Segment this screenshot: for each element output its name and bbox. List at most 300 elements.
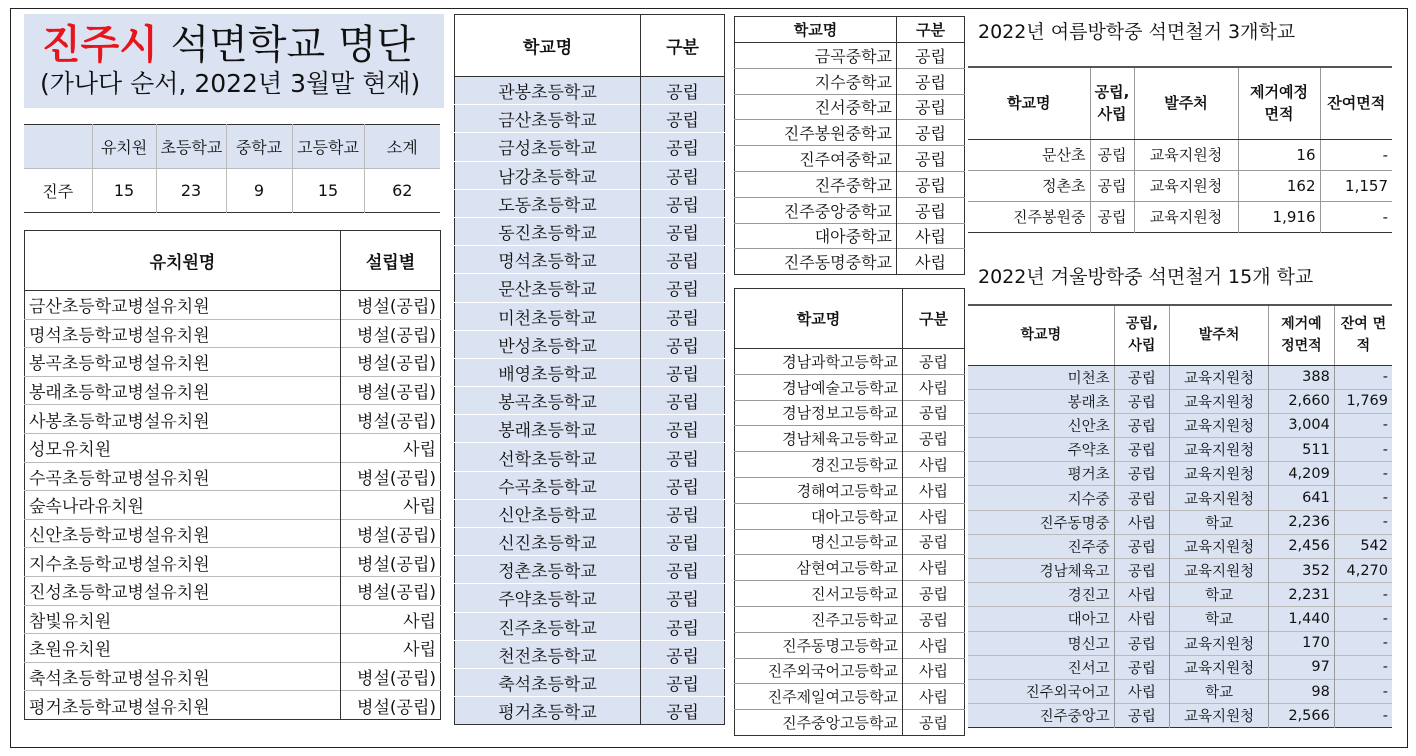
- winter-row: [968, 462, 1392, 486]
- elementary-cell: 축석초등학교: [455, 668, 641, 696]
- middle-cell: 진주여중학교: [735, 146, 897, 172]
- winter-row: [968, 679, 1392, 703]
- kindergarten-row: [25, 605, 441, 634]
- summer-cell: 교육지원청: [1134, 139, 1238, 170]
- summer-cell: 정촌초: [968, 170, 1090, 201]
- kindergarten-row: [25, 376, 441, 405]
- summary-cell: 9: [226, 169, 292, 213]
- elementary-row: [455, 161, 725, 189]
- high-row: [735, 555, 965, 581]
- winter-cell: -: [1334, 583, 1392, 607]
- winter-cell: 1,440: [1268, 607, 1334, 631]
- high-cell: 공립: [903, 349, 965, 375]
- high-row: [735, 477, 965, 503]
- summer-cell: 16: [1238, 139, 1320, 170]
- winter-cell: 4,270: [1334, 559, 1392, 583]
- winter-cell: 교육지원청: [1170, 389, 1269, 413]
- winter-row: [968, 438, 1392, 462]
- elementary-row: [455, 640, 725, 668]
- middle-row: [735, 94, 965, 120]
- winter-header-cell: 잔여 면적: [1334, 305, 1392, 365]
- title-text: 석면학교 명단: [157, 22, 416, 68]
- kindergarten-row: [25, 519, 441, 548]
- winter-cell: 공립: [1114, 389, 1170, 413]
- kindergarten-cell: 병설(공립): [341, 405, 441, 434]
- high-cell: 공립: [903, 426, 965, 452]
- high-row: [735, 426, 965, 452]
- summer-header-cell: 잔여면적: [1320, 67, 1392, 139]
- elementary-header-cell: 구분: [641, 15, 725, 77]
- high-cell: 경남과학고등학교: [735, 349, 903, 375]
- middle-cell: 사립: [897, 249, 965, 275]
- summer-row: [968, 139, 1392, 170]
- elementary-cell: 공립: [641, 189, 725, 217]
- winter-cell: 미천초: [968, 365, 1114, 389]
- winter-cell: -: [1334, 365, 1392, 389]
- high-row: [735, 658, 965, 684]
- winter-cell: 641: [1268, 486, 1334, 510]
- winter-cell: -: [1334, 462, 1392, 486]
- winter-cell: 2,660: [1268, 389, 1334, 413]
- winter-row: [968, 655, 1392, 679]
- winter-row: [968, 607, 1392, 631]
- middle-row: [735, 223, 965, 249]
- high-cell: 진주중앙고등학교: [735, 710, 903, 736]
- kindergarten-row: [25, 491, 441, 520]
- summer-cell: 공립: [1090, 201, 1134, 232]
- summary-header-cell: 초등학교: [156, 125, 226, 169]
- kindergarten-row: [25, 319, 441, 348]
- middle-cell: 공립: [897, 197, 965, 223]
- high-cell: 진주동명고등학교: [735, 632, 903, 658]
- high-row: [735, 503, 965, 529]
- winter-cell: 대아고: [968, 607, 1114, 631]
- elementary-cell: 봉곡초등학교: [455, 387, 641, 415]
- winter-header-cell: 발주처: [1170, 305, 1269, 365]
- high-cell: 진서고등학교: [735, 581, 903, 607]
- high-row: [735, 400, 965, 426]
- elementary-cell: 공립: [641, 415, 725, 443]
- kindergarten-row: [25, 291, 441, 320]
- high-cell: 공립: [903, 606, 965, 632]
- high-cell: 명신고등학교: [735, 529, 903, 555]
- elementary-cell: 공립: [641, 105, 725, 133]
- high-cell: 대아고등학교: [735, 503, 903, 529]
- winter-cell: 교육지원청: [1170, 704, 1269, 728]
- winter-cell: 542: [1334, 534, 1392, 558]
- middle-header-cell: 구분: [897, 17, 965, 43]
- middle-cell: 공립: [897, 146, 965, 172]
- elementary-row: [455, 499, 725, 527]
- high-cell: 경진고등학교: [735, 452, 903, 478]
- winter-cell: 평거초: [968, 462, 1114, 486]
- kindergarten-header-cell: 설립별: [341, 231, 441, 291]
- high-cell: 공립: [903, 400, 965, 426]
- winter-cell: 교육지원청: [1170, 559, 1269, 583]
- high-cell: 경남정보고등학교: [735, 400, 903, 426]
- kindergarten-row: [25, 405, 441, 434]
- kindergarten-cell: 사립: [341, 634, 441, 663]
- elementary-cell: 신진초등학교: [455, 528, 641, 556]
- middle-cell: 진주동명중학교: [735, 249, 897, 275]
- middle-cell: 공립: [897, 94, 965, 120]
- summer-header-cell: 공립, 사립: [1090, 67, 1134, 139]
- winter-header-cell: 학교명: [968, 305, 1114, 365]
- high-row: [735, 374, 965, 400]
- summer-cell: 진주봉원중: [968, 201, 1090, 232]
- elementary-row: [455, 217, 725, 245]
- elementary-cell: 공립: [641, 217, 725, 245]
- winter-cell: 공립: [1114, 413, 1170, 437]
- summer-cell: 공립: [1090, 170, 1134, 201]
- winter-cell: 98: [1268, 679, 1334, 703]
- elementary-cell: 공립: [641, 302, 725, 330]
- winter-header-row: [968, 305, 1392, 365]
- winter-cell: 511: [1268, 438, 1334, 462]
- kindergarten-cell: 신안초등학교병설유치원: [25, 519, 341, 548]
- elementary-cell: 진주초등학교: [455, 612, 641, 640]
- kindergarten-table: [24, 230, 441, 720]
- winter-cell: 3,004: [1268, 413, 1334, 437]
- winter-cell: 경진고: [968, 583, 1114, 607]
- elementary-cell: 주약초등학교: [455, 584, 641, 612]
- kindergarten-cell: 병설(공립): [341, 462, 441, 491]
- high-table: [734, 288, 965, 736]
- middle-cell: 사립: [897, 223, 965, 249]
- winter-cell: 공립: [1114, 486, 1170, 510]
- high-cell: 진주제일여고등학교: [735, 684, 903, 710]
- elementary-row: [455, 668, 725, 696]
- winter-caption: 2022년 겨울방학중 석면철거 15개 학교: [978, 266, 1314, 288]
- elementary-cell: 관봉초등학교: [455, 77, 641, 105]
- kindergarten-cell: 봉곡초등학교병설유치원: [25, 348, 341, 377]
- elementary-cell: 공립: [641, 77, 725, 105]
- kindergarten-cell: 사립: [341, 491, 441, 520]
- elementary-row: [455, 584, 725, 612]
- kindergarten-row: [25, 576, 441, 605]
- title-city: 진주시: [42, 22, 158, 68]
- winter-cell: 교육지원청: [1170, 486, 1269, 510]
- elementary-row: [455, 443, 725, 471]
- kindergarten-cell: 평거초등학교병설유치원: [25, 691, 341, 720]
- kindergarten-header-row: [25, 231, 441, 291]
- high-header-cell: 구분: [903, 289, 965, 349]
- middle-table: [734, 16, 965, 275]
- elementary-header-cell: 학교명: [455, 15, 641, 77]
- winter-cell: 진서고: [968, 655, 1114, 679]
- elementary-row: [455, 77, 725, 105]
- page-title-box: [24, 14, 444, 108]
- elementary-cell: 공립: [641, 668, 725, 696]
- middle-cell: 공립: [897, 68, 965, 94]
- middle-row: [735, 146, 965, 172]
- elementary-cell: 공립: [641, 584, 725, 612]
- elementary-cell: 공립: [641, 499, 725, 527]
- elementary-row: [455, 528, 725, 556]
- winter-cell: -: [1334, 413, 1392, 437]
- kindergarten-cell: 축석초등학교병설유치원: [25, 662, 341, 691]
- kindergarten-row: [25, 462, 441, 491]
- elementary-cell: 문산초등학교: [455, 274, 641, 302]
- winter-cell: 공립: [1114, 655, 1170, 679]
- high-cell: 공립: [903, 529, 965, 555]
- elementary-cell: 공립: [641, 556, 725, 584]
- kindergarten-cell: 병설(공립): [341, 519, 441, 548]
- middle-header-cell: 학교명: [735, 17, 897, 43]
- kindergarten-cell: 지수초등학교병설유치원: [25, 548, 341, 577]
- winter-cell: 교육지원청: [1170, 365, 1269, 389]
- kindergarten-cell: 병설(공립): [341, 548, 441, 577]
- summary-header-cell: 중학교: [226, 125, 292, 169]
- elementary-cell: 공립: [641, 697, 725, 725]
- elementary-cell: 금성초등학교: [455, 133, 641, 161]
- winter-cell: 지수중: [968, 486, 1114, 510]
- winter-row: [968, 534, 1392, 558]
- middle-cell: 공립: [897, 43, 965, 69]
- elementary-row: [455, 330, 725, 358]
- winter-cell: 2,456: [1268, 534, 1334, 558]
- elementary-cell: 도동초등학교: [455, 189, 641, 217]
- winter-cell: -: [1334, 510, 1392, 534]
- summer-cell: 1,157: [1320, 170, 1392, 201]
- summer-cell: 1,916: [1238, 201, 1320, 232]
- winter-cell: 학교: [1170, 607, 1269, 631]
- kindergarten-cell: 사립: [341, 433, 441, 462]
- elementary-cell: 신안초등학교: [455, 499, 641, 527]
- winter-cell: 학교: [1170, 583, 1269, 607]
- winter-cell: 교육지원청: [1170, 413, 1269, 437]
- kindergarten-cell: 진성초등학교병설유치원: [25, 576, 341, 605]
- kindergarten-row: [25, 662, 441, 691]
- winter-cell: 공립: [1114, 534, 1170, 558]
- kindergarten-cell: 성모유치원: [25, 433, 341, 462]
- summer-cell: 공립: [1090, 139, 1134, 170]
- high-cell: 삼현여고등학교: [735, 555, 903, 581]
- winter-header-cell: 공립, 사립: [1114, 305, 1170, 365]
- kindergarten-cell: 사봉초등학교병설유치원: [25, 405, 341, 434]
- winter-row: [968, 389, 1392, 413]
- middle-cell: 대아중학교: [735, 223, 897, 249]
- winter-cell: 공립: [1114, 631, 1170, 655]
- middle-cell: 진서중학교: [735, 94, 897, 120]
- kindergarten-cell: 병설(공립): [341, 691, 441, 720]
- winter-cell: 1,769: [1334, 389, 1392, 413]
- winter-cell: 352: [1268, 559, 1334, 583]
- elementary-cell: 수곡초등학교: [455, 471, 641, 499]
- middle-header-row: [735, 17, 965, 43]
- middle-cell: 진주중앙중학교: [735, 197, 897, 223]
- middle-cell: 금곡중학교: [735, 43, 897, 69]
- winter-cell: -: [1334, 655, 1392, 679]
- elementary-cell: 남강초등학교: [455, 161, 641, 189]
- elementary-cell: 공립: [641, 330, 725, 358]
- winter-table: [968, 304, 1392, 728]
- elementary-row: [455, 133, 725, 161]
- summary-cell: 15: [292, 169, 364, 213]
- kindergarten-cell: 초원유치원: [25, 634, 341, 663]
- middle-row: [735, 68, 965, 94]
- elementary-row: [455, 697, 725, 725]
- elementary-row: [455, 246, 725, 274]
- winter-cell: -: [1334, 607, 1392, 631]
- high-cell: 사립: [903, 658, 965, 684]
- winter-row: [968, 486, 1392, 510]
- elementary-cell: 정촌초등학교: [455, 556, 641, 584]
- kindergarten-cell: 금산초등학교병설유치원: [25, 291, 341, 320]
- high-cell: 진주외국어고등학교: [735, 658, 903, 684]
- summary-cell: 진주: [24, 169, 92, 213]
- summer-row: [968, 170, 1392, 201]
- kindergarten-cell: 병설(공립): [341, 576, 441, 605]
- winter-cell: 사립: [1114, 679, 1170, 703]
- summary-header-cell: 고등학교: [292, 125, 364, 169]
- winter-cell: 97: [1268, 655, 1334, 679]
- middle-row: [735, 197, 965, 223]
- summary-header-row: [24, 125, 440, 169]
- summary-cell: 62: [364, 169, 440, 213]
- summary-table: [24, 124, 440, 213]
- winter-cell: 2,566: [1268, 704, 1334, 728]
- winter-row: [968, 413, 1392, 437]
- page-subtitle: (가나다 순서, 2022년 3월말 현재): [40, 69, 421, 98]
- summer-cell: -: [1320, 201, 1392, 232]
- kindergarten-cell: 병설(공립): [341, 291, 441, 320]
- winter-cell: 공립: [1114, 438, 1170, 462]
- winter-cell: 진주중앙고: [968, 704, 1114, 728]
- kindergarten-cell: 병설(공립): [341, 348, 441, 377]
- summer-header-cell: 제거예정 면적: [1238, 67, 1320, 139]
- winter-cell: 교육지원청: [1170, 655, 1269, 679]
- summary-header-cell: 소계: [364, 125, 440, 169]
- elementary-cell: 공립: [641, 387, 725, 415]
- elementary-cell: 공립: [641, 161, 725, 189]
- winter-cell: 교육지원청: [1170, 438, 1269, 462]
- winter-cell: 공립: [1114, 704, 1170, 728]
- summer-caption: 2022년 여름방학중 석면철거 3개학교: [978, 21, 1296, 43]
- elementary-row: [455, 274, 725, 302]
- kindergarten-cell: 병설(공립): [341, 662, 441, 691]
- winter-row: [968, 510, 1392, 534]
- elementary-row: [455, 415, 725, 443]
- elementary-cell: 공립: [641, 358, 725, 386]
- high-cell: 진주고등학교: [735, 606, 903, 632]
- winter-cell: 2,236: [1268, 510, 1334, 534]
- winter-cell: 학교: [1170, 510, 1269, 534]
- winter-cell: 170: [1268, 631, 1334, 655]
- middle-cell: 지수중학교: [735, 68, 897, 94]
- winter-cell: 신안초: [968, 413, 1114, 437]
- kindergarten-cell: 병설(공립): [341, 376, 441, 405]
- high-cell: 경남체육고등학교: [735, 426, 903, 452]
- middle-row: [735, 171, 965, 197]
- summer-cell: 162: [1238, 170, 1320, 201]
- elementary-cell: 공립: [641, 640, 725, 668]
- winter-cell: 교육지원청: [1170, 462, 1269, 486]
- winter-row: [968, 704, 1392, 728]
- winter-cell: 2,231: [1268, 583, 1334, 607]
- kindergarten-row: [25, 548, 441, 577]
- elementary-table: [454, 14, 725, 725]
- elementary-cell: 선학초등학교: [455, 443, 641, 471]
- winter-header-cell: 제거예 정면적: [1268, 305, 1334, 365]
- summer-cell: 교육지원청: [1134, 170, 1238, 201]
- winter-cell: 명신고: [968, 631, 1114, 655]
- middle-cell: 공립: [897, 120, 965, 146]
- high-row: [735, 581, 965, 607]
- high-row: [735, 684, 965, 710]
- high-cell: 경해여고등학교: [735, 477, 903, 503]
- summary-header-cell: 유치원: [92, 125, 156, 169]
- winter-cell: 진주외국어고: [968, 679, 1114, 703]
- summer-header-cell: 발주처: [1134, 67, 1238, 139]
- elementary-row: [455, 556, 725, 584]
- winter-cell: 공립: [1114, 559, 1170, 583]
- high-cell: 사립: [903, 477, 965, 503]
- elementary-row: [455, 387, 725, 415]
- winter-cell: 사립: [1114, 607, 1170, 631]
- elementary-cell: 동진초등학교: [455, 217, 641, 245]
- winter-cell: 교육지원청: [1170, 534, 1269, 558]
- winter-row: [968, 559, 1392, 583]
- middle-row: [735, 249, 965, 275]
- winter-cell: 4,209: [1268, 462, 1334, 486]
- winter-cell: -: [1334, 679, 1392, 703]
- elementary-row: [455, 612, 725, 640]
- winter-cell: 진주동명중: [968, 510, 1114, 534]
- elementary-cell: 천전초등학교: [455, 640, 641, 668]
- summary-cell: 15: [92, 169, 156, 213]
- elementary-cell: 금산초등학교: [455, 105, 641, 133]
- middle-cell: 진주중학교: [735, 171, 897, 197]
- high-cell: 사립: [903, 632, 965, 658]
- high-cell: 공립: [903, 710, 965, 736]
- high-cell: 경남예술고등학교: [735, 374, 903, 400]
- kindergarten-cell: 사립: [341, 605, 441, 634]
- high-row: [735, 606, 965, 632]
- elementary-cell: 봉래초등학교: [455, 415, 641, 443]
- winter-cell: 교육지원청: [1170, 631, 1269, 655]
- middle-row: [735, 43, 965, 69]
- elementary-row: [455, 302, 725, 330]
- winter-cell: -: [1334, 704, 1392, 728]
- elementary-cell: 공립: [641, 443, 725, 471]
- middle-row: [735, 120, 965, 146]
- middle-cell: 공립: [897, 171, 965, 197]
- summer-cell: 교육지원청: [1134, 201, 1238, 232]
- elementary-row: [455, 358, 725, 386]
- kindergarten-cell: 명석초등학교병설유치원: [25, 319, 341, 348]
- winter-row: [968, 365, 1392, 389]
- middle-cell: 진주봉원중학교: [735, 120, 897, 146]
- winter-cell: 공립: [1114, 365, 1170, 389]
- high-cell: 사립: [903, 503, 965, 529]
- winter-row: [968, 583, 1392, 607]
- winter-row: [968, 631, 1392, 655]
- elementary-cell: 배영초등학교: [455, 358, 641, 386]
- high-cell: 사립: [903, 374, 965, 400]
- winter-cell: 공립: [1114, 462, 1170, 486]
- winter-cell: 주약초: [968, 438, 1114, 462]
- summer-cell: -: [1320, 139, 1392, 170]
- high-row: [735, 529, 965, 555]
- high-row: [735, 452, 965, 478]
- elementary-cell: 평거초등학교: [455, 697, 641, 725]
- elementary-cell: 공립: [641, 612, 725, 640]
- summary-header-cell: [24, 125, 92, 169]
- winter-cell: 봉래초: [968, 389, 1114, 413]
- winter-cell: -: [1334, 486, 1392, 510]
- kindergarten-cell: 숲속나라유치원: [25, 491, 341, 520]
